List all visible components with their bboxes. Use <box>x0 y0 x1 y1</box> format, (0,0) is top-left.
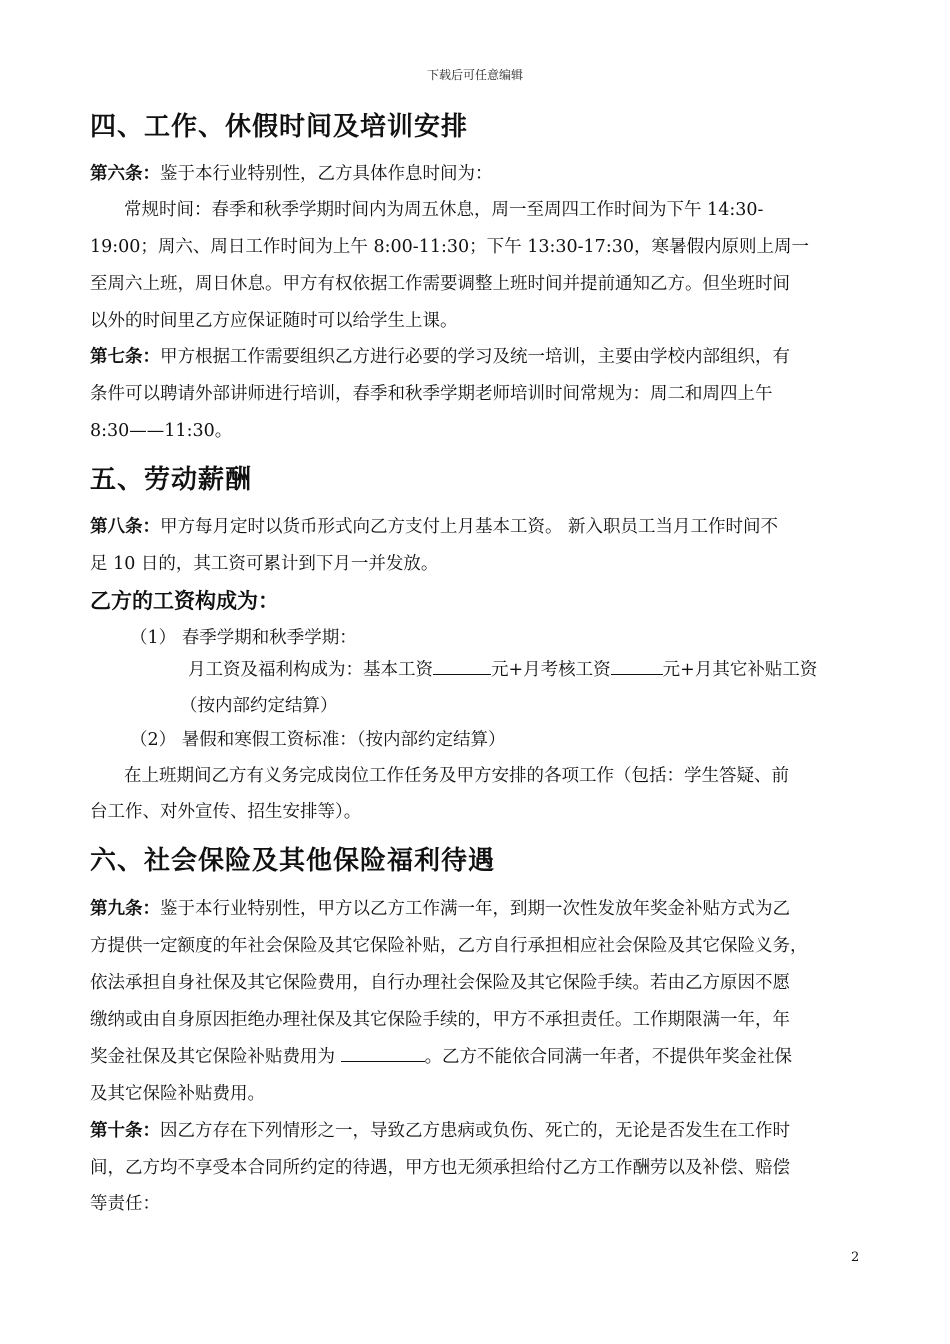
article-6-line-5: 以外的时间里乙方应保证随时可以给学生上课。 <box>90 311 458 331</box>
article-8-label: 第八条： <box>90 517 160 537</box>
article-9-line-1 <box>90 895 790 920</box>
article-6-text: 鉴于本行业特别性，乙方具体作息时间为： <box>160 164 493 184</box>
article-10-label: 第十条： <box>90 1121 160 1141</box>
annual-subsidy-blank <box>341 1060 425 1062</box>
article-9-text: 鉴于本行业特别性，甲方以乙方工作满一年，到期一次性发放年奖金补贴方式为乙 <box>160 899 790 919</box>
article-8-text: 甲方每月定时以货币形式向乙方支付上月基本工资。 新入职员工当月工作时间不 <box>160 517 779 537</box>
article-7-line-1 <box>90 343 790 368</box>
article-9-line-3: 依法承担自身社保及其它保险费用，自行办理社会保险及其它保险手续。若由乙方原因不愿 <box>90 973 790 993</box>
article-8-line-2: 足 10 日的，其工资可累计到下月一并发放。 <box>90 554 439 574</box>
article-10-line-1 <box>90 1117 790 1142</box>
article-6-line-3: 19:00；周六、周日工作时间为上午 8:00-11:30；下午 13:30-17:30，寒暑假内原则上周一 <box>90 237 809 257</box>
article-6-label: 第六条： <box>90 164 160 184</box>
article-7-label: 第七条： <box>90 347 160 367</box>
article-8-line-1 <box>90 513 778 538</box>
article-7-line-3: 8:30——11:30。 <box>90 421 233 441</box>
duty-line-2: 台工作、对外宣传、招生安排等）。 <box>90 802 362 822</box>
basic-salary-blank <box>433 673 491 675</box>
page-number: 2 <box>851 1250 860 1265</box>
article-6-line-4: 至周六上班，周日休息。甲方有权依据工作需要调整上班时间并提前通知乙方。但坐班时间 <box>90 274 790 294</box>
assessment-salary-blank <box>611 673 663 675</box>
wage-item-1-note: （按内部约定结算） <box>180 696 338 716</box>
article-7-text: 甲方根据工作需要组织乙方进行必要的学习及统一培训，主要由学校内部组织，有 <box>160 347 790 367</box>
wage-item-2: （2） 暑假和寒假工资标准：（按内部约定结算） <box>130 730 506 750</box>
wage-item-1-detail: 月工资及福利构成为：基本工资 元+月考核工资 元+月其它补贴工资 <box>188 660 818 680</box>
article-9-line-4: 缴纳或由自身原因拒绝办理社保及其它保险手续的，甲方不承担责任。工作期限满一年，年 <box>90 1010 790 1030</box>
header-note: 下载后可任意编辑 <box>426 68 523 82</box>
article-10-line-2: 间，乙方均不享受本合同所约定的待遇，甲方也无须承担给付乙方工作酬劳以及补偿、赔偿 <box>90 1158 790 1178</box>
duty-line-1: 在上班期间乙方有义务完成岗位工作任务及甲方安排的各项工作（包括：学生答疑、前 <box>124 766 789 786</box>
article-10-text: 因乙方存在下列情形之一，导致乙方患病或负伤、死亡的，无论是否发生在工作时 <box>160 1121 790 1141</box>
article-9-line-6: 及其它保险补贴费用。 <box>90 1084 265 1104</box>
article-9-label: 第九条： <box>90 899 160 919</box>
article-6-line-1 <box>90 160 493 185</box>
section-title-4: 四、工作、休假时间及培训安排 <box>90 112 469 142</box>
section-title-5: 五、劳动薪酬 <box>90 465 253 495</box>
wage-item-1: （1） 春季学期和秋季学期： <box>130 628 357 648</box>
article-10-line-3: 等责任： <box>90 1194 160 1214</box>
article-6-line-2: 常规时间：春季和秋季学期时间内为周五休息，周一至周四工作时间为下午 14:30- <box>124 200 764 220</box>
article-9-line-5: 奖金社保及其它保险补贴费用为 。乙方不能依合同满一年者，不提供年奖金社保 <box>90 1047 793 1067</box>
article-9-line-2: 方提供一定额度的年社会保险及其它保险补贴，乙方自行承担相应社会保险及其它保险义务， <box>90 936 808 956</box>
wage-structure-title: 乙方的工资构成为： <box>90 589 279 613</box>
article-7-line-2: 条件可以聘请外部讲师进行培训，春季和秋季学期老师培训时间常规为：周二和周四上午 <box>90 384 773 404</box>
section-title-6: 六、社会保险及其他保险福利待遇 <box>90 846 496 876</box>
